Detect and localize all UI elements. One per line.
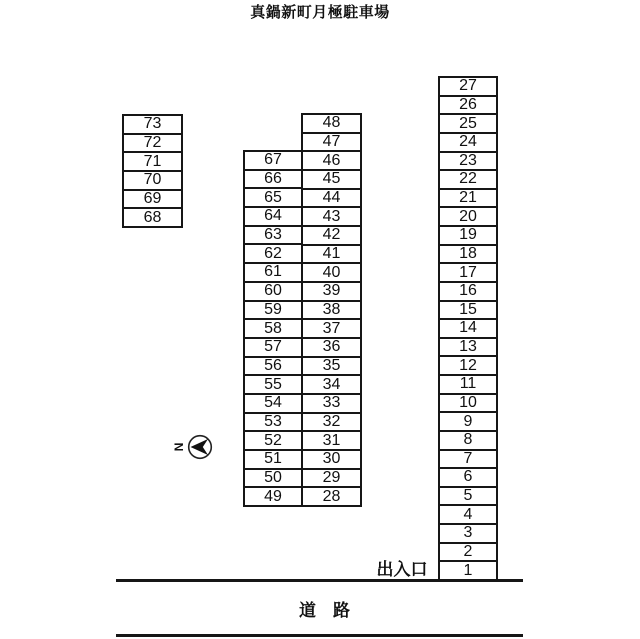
parking-space: 51 bbox=[245, 451, 301, 470]
north-compass bbox=[170, 432, 216, 462]
parking-space: 42 bbox=[303, 227, 360, 246]
parking-space: 39 bbox=[303, 283, 360, 302]
north-arrow-icon bbox=[187, 434, 213, 460]
parking-space: 23 bbox=[440, 153, 496, 172]
parking-column-73-68 bbox=[122, 114, 183, 228]
parking-space: 20 bbox=[440, 208, 496, 227]
parking-space: 36 bbox=[303, 339, 360, 358]
parking-space: 27 bbox=[440, 78, 496, 97]
parking-space: 4 bbox=[440, 506, 496, 525]
parking-space: 66 bbox=[245, 171, 301, 190]
parking-space: 46 bbox=[303, 152, 360, 171]
parking-column-48-28 bbox=[301, 113, 362, 507]
parking-space: 63 bbox=[245, 227, 301, 246]
parking-space: 30 bbox=[303, 451, 360, 470]
parking-space: 72 bbox=[124, 135, 181, 154]
parking-space: 13 bbox=[440, 339, 496, 358]
entrance-label: 出入口 bbox=[376, 560, 428, 579]
parking-space: 43 bbox=[303, 208, 360, 227]
north-label: N bbox=[171, 442, 186, 452]
parking-space: 71 bbox=[124, 153, 181, 172]
parking-space: 49 bbox=[264, 487, 282, 505]
parking-space: 34 bbox=[303, 376, 360, 395]
parking-space: 58 bbox=[245, 320, 301, 339]
parking-space: 55 bbox=[245, 376, 301, 395]
parking-space: 70 bbox=[124, 172, 181, 191]
parking-space: 32 bbox=[303, 414, 360, 433]
parking-space: 69 bbox=[124, 191, 181, 210]
parking-space: 14 bbox=[440, 320, 496, 339]
parking-space: 54 bbox=[245, 395, 301, 414]
parking-space: 65 bbox=[245, 189, 301, 208]
parking-space: 37 bbox=[303, 320, 360, 339]
parking-space: 59 bbox=[245, 302, 301, 321]
parking-space: 31 bbox=[303, 432, 360, 451]
parking-space: 29 bbox=[303, 470, 360, 489]
parking-space: 56 bbox=[245, 358, 301, 377]
parking-space: 19 bbox=[440, 227, 496, 246]
parking-space: 57 bbox=[245, 339, 301, 358]
parking-space: 44 bbox=[303, 190, 360, 209]
parking-space: 38 bbox=[303, 302, 360, 321]
parking-space: 68 bbox=[143, 208, 162, 226]
road-edge-line-top bbox=[116, 579, 523, 582]
parking-space: 53 bbox=[245, 414, 301, 433]
road-edge-line-bottom bbox=[116, 634, 523, 637]
parking-space: 5 bbox=[440, 488, 496, 507]
parking-space: 73 bbox=[124, 116, 181, 135]
parking-column-27-1 bbox=[438, 76, 498, 581]
parking-space: 17 bbox=[440, 264, 496, 283]
parking-space: 62 bbox=[245, 245, 301, 264]
parking-space: 3 bbox=[440, 525, 496, 544]
parking-space: 52 bbox=[245, 432, 301, 451]
parking-space: 28 bbox=[322, 487, 341, 505]
parking-space: 18 bbox=[440, 246, 496, 265]
page-title: 真鍋新町月極駐車場 bbox=[250, 4, 390, 21]
parking-space: 60 bbox=[245, 283, 301, 302]
parking-space: 61 bbox=[245, 264, 301, 283]
parking-space: 7 bbox=[440, 451, 496, 470]
parking-space: 15 bbox=[440, 302, 496, 321]
parking-space: 48 bbox=[303, 115, 360, 134]
parking-space: 50 bbox=[245, 470, 301, 489]
parking-space: 24 bbox=[440, 134, 496, 153]
parking-space: 22 bbox=[440, 171, 496, 190]
parking-space: 9 bbox=[440, 413, 496, 432]
parking-space: 6 bbox=[440, 469, 496, 488]
parking-space: 16 bbox=[440, 283, 496, 302]
parking-column-67-49 bbox=[243, 150, 303, 507]
parking-space: 41 bbox=[303, 246, 360, 265]
parking-space: 21 bbox=[440, 190, 496, 209]
parking-space: 67 bbox=[245, 152, 301, 171]
parking-space: 8 bbox=[440, 432, 496, 451]
parking-space: 2 bbox=[440, 544, 496, 563]
parking-space: 11 bbox=[440, 376, 496, 395]
parking-space: 45 bbox=[303, 171, 360, 190]
parking-space: 12 bbox=[440, 357, 496, 376]
parking-space: 10 bbox=[440, 395, 496, 414]
parking-space: 47 bbox=[303, 134, 360, 153]
parking-space: 40 bbox=[303, 264, 360, 283]
parking-space: 1 bbox=[463, 561, 473, 579]
parking-space: 64 bbox=[245, 208, 301, 227]
parking-space: 35 bbox=[303, 358, 360, 377]
road-label: 道 路 bbox=[299, 601, 350, 620]
parking-space: 25 bbox=[440, 115, 496, 134]
parking-space: 33 bbox=[303, 395, 360, 414]
parking-space: 26 bbox=[440, 97, 496, 116]
